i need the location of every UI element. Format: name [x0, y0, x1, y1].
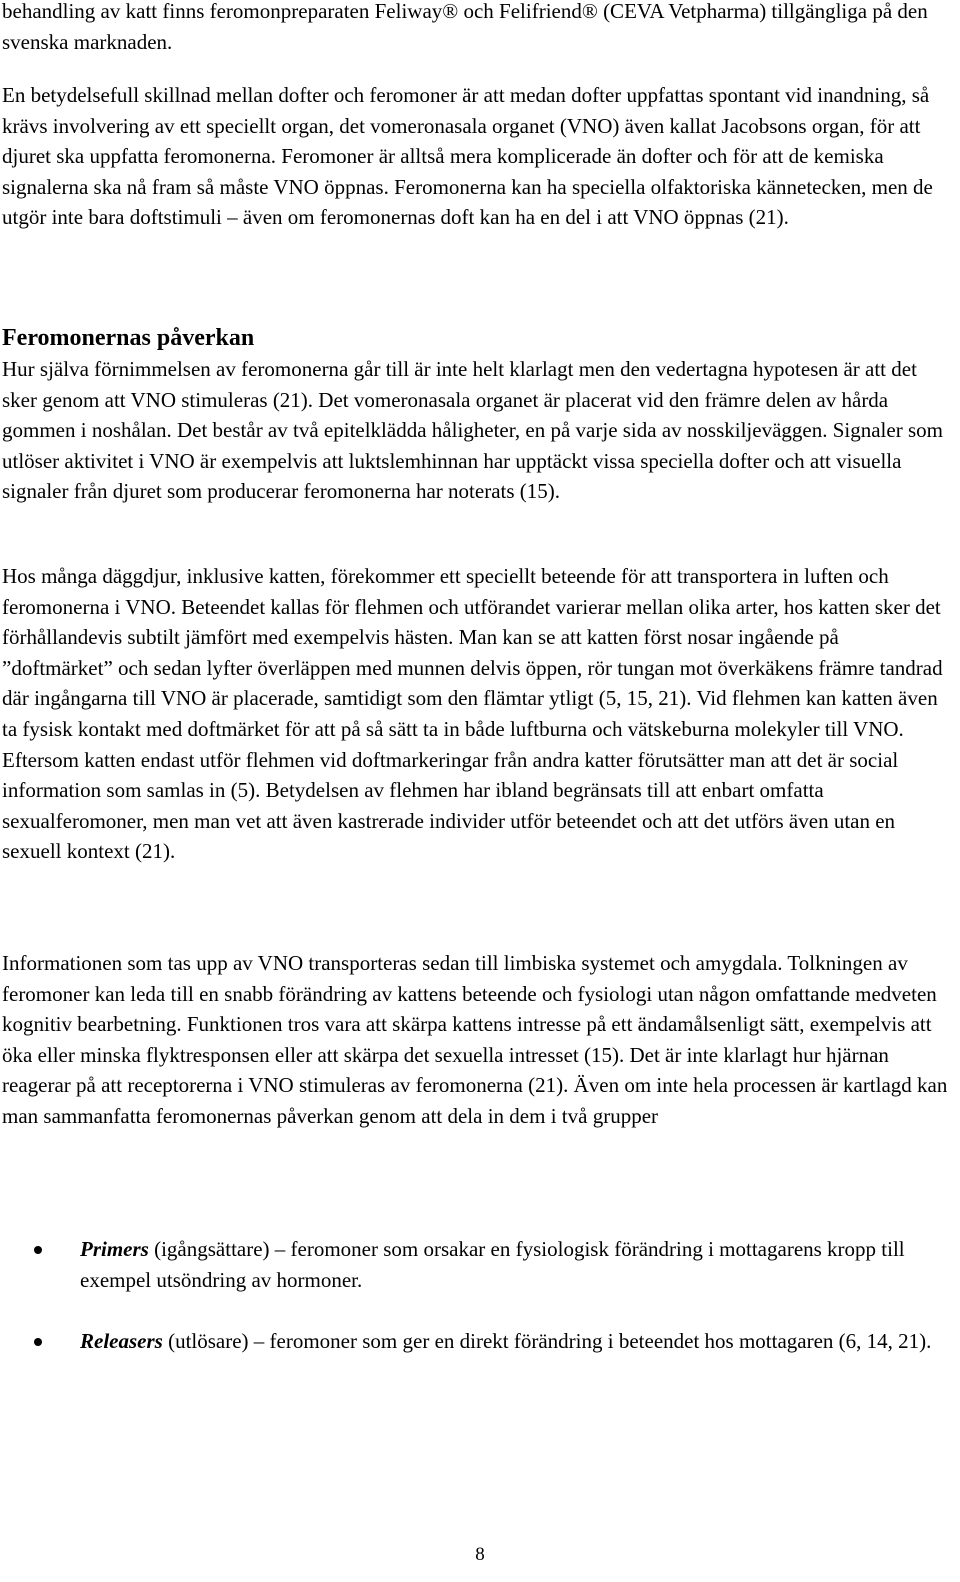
- list-item-releasers: [0, 1326, 950, 1357]
- paragraph-vno-difference: En betydelsefull skillnad mellan dofter och feromoner är att medan dofter uppfattas spontant vid inandning, så krävs involvering av ett speciellt organ, det vomeronasala organet (VNO) även kallat Jacobsons organ, för att djuret ska uppfatta feromonerna. Feromoner är alltså mera komplicerade än dofter och för att de kemiska signalerna ska nå fram så måste VNO öppnas. Feromonerna kan ha speciella olfaktoriska kännetecken, men de utgör inte bara doftstimuli – även om feromonernas doft kan ha en del i att VNO öppnas (21).: [2, 83, 933, 230]
- section-heading: Feromonernas påverkan: [2, 325, 255, 351]
- page-number: 8: [475, 1544, 485, 1565]
- definition-releasers: (utlösare) – feromoner som ger en direkt förändring i beteendet hos mottagaren (6, 14, 21).: [162, 1329, 932, 1354]
- term-primers: Primers: [80, 1237, 149, 1261]
- paragraph-flehmen: Hos många däggdjur, inklusive katten, förekommer ett speciellt beteende för att transportera in luften och feromonerna i VNO. Beteendet kallas för flehmen och utförandet varierar mellan olika arter, hos katten sker det förhållandevis subtilt jämfört med exempelvis hästen. Man kan se att katten först nosar ingående på ”doftmärket” och sedan lyfter överläppen med munnen delvis öppen, rör tungan mot överkäkens främre tandrad där ingångarna till VNO är placerade, samtidigt som den flämtar ytligt (5, 15, 21). Vid flehmen kan katten även ta fysisk kontakt med doftmärket för att på så sätt ta in både luftburna och vätskeburna molekyler till VNO. Eftersom katten endast utför flehmen vid doftmarkeringar från andra katter förutsätter man att det är social information som samlas in (5). Betydelsen av flehmen har ibland begränsats till att enbart omfatta sexualferomoner, men man vet att även kastrerade individer utför beteendet och att det utförs även utan en sexuell kontext (21).: [2, 564, 943, 864]
- paragraph-intro-end: behandling av katt finns feromonpreparaten Feliway® och Felifriend® (CEVA Vetpharma) tillgängliga på den svenska marknaden.: [2, 0, 928, 54]
- definition-primers: (igångsättare) – feromoner som orsakar en fysiologisk förändring i mottagarens kropp till exempel utsöndring av hormoner.: [80, 1237, 905, 1292]
- list-item-primers: [0, 1234, 950, 1295]
- term-releasers: Releasers: [80, 1329, 163, 1354]
- paragraph-limbic-system: Informationen som tas upp av VNO transporteras sedan till limbiska systemet och amygdala. Tolkningen av feromoner kan leda till en snabb förändring av kattens beteende och fysiologi utan någon omfattande medveten kognitiv bearbetning. Funktionen tros vara att skärpa kattens intresse på ett ändamålsenligt sätt, exempelvis att öka eller minska flyktresponsen eller att skärpa det sexuella intresset (15). Det är inte klarlagt hur hjärnan reagerar på att receptorerna i VNO stimuleras av feromonerna (21). Även om inte hela processen är kartlagd kan man sammanfatta feromonernas påverkan genom att dela in dem i två grupper: [2, 951, 948, 1128]
- bullet-icon: [34, 1246, 42, 1254]
- pheromone-groups-list: [0, 1234, 950, 1357]
- paragraph-perception: Hur själva förnimmelsen av feromonerna går till är inte helt klarlagt men den vedertagna hypotesen är att det sker genom att VNO stimuleras (21). Det vomeronasala organet är placerat vid den främre delen av hårda gommen i noshålan. Det består av två epitelklädda håligheter, en på varje sida av nosskiljeväggen. Signaler som utlöser aktivitet i VNO är exempelvis att luktslemhinnan har upptäckt vissa speciella dofter och att visuella signaler från djuret som producerar feromonerna har noterats (15).: [2, 357, 943, 504]
- bullet-icon: [34, 1338, 42, 1346]
